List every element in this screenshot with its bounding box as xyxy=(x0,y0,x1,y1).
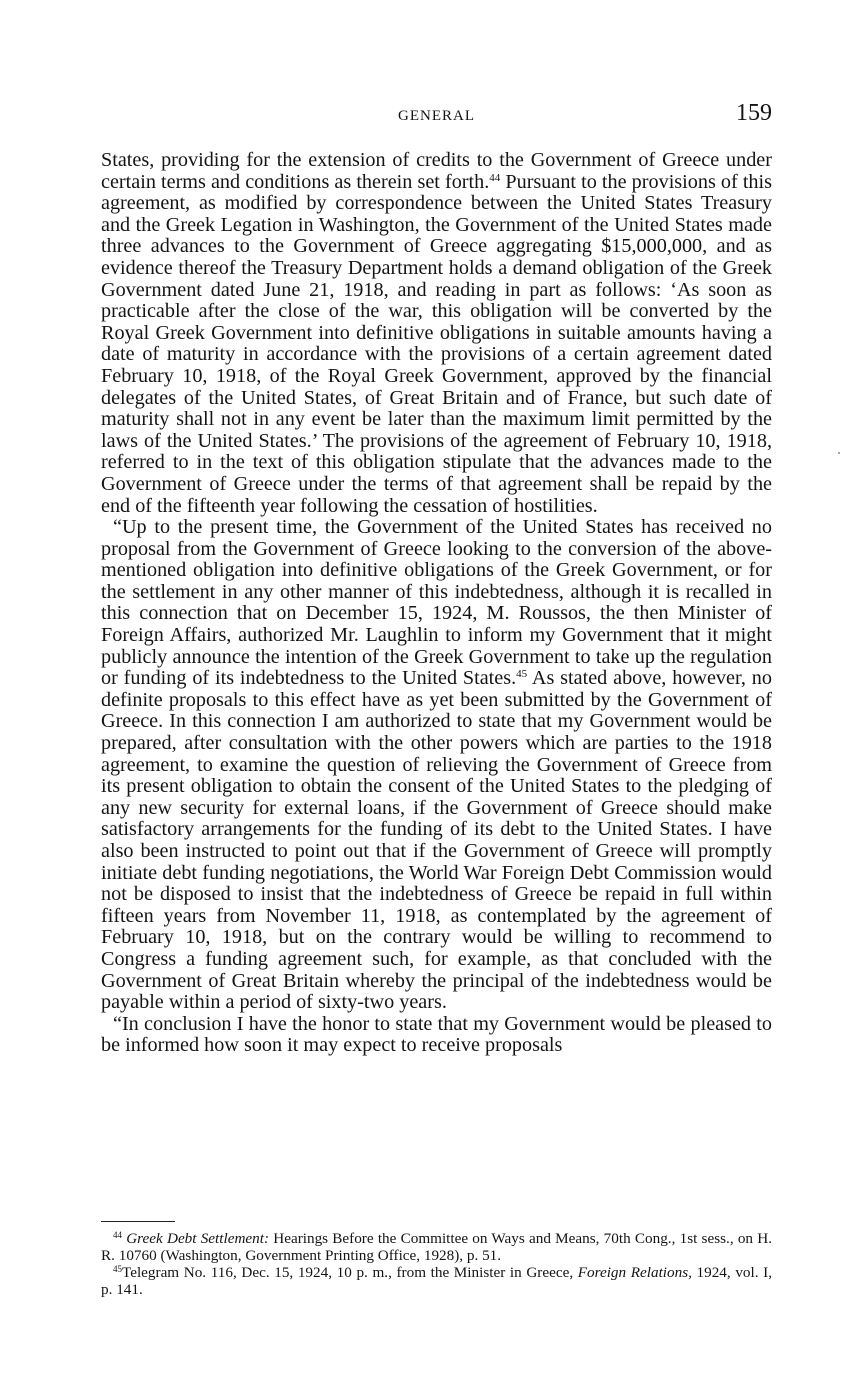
footnotes xyxy=(101,1231,772,1299)
footnote-divider xyxy=(101,1221,175,1222)
paragraph-3: “In conclusion I have the honor to state that my Government would be pleased to be informed how soon it may expect to receive proposals xyxy=(101,1012,772,1057)
footnote-45-text-b: 1924, vol. I, p. 141. xyxy=(101,1264,773,1298)
footnote-45-title: Foreign Relations, xyxy=(577,1264,692,1282)
footnote-44-title: Greek Debt Settlement: xyxy=(126,1230,270,1247)
footnote-44-text: Hearings Before the Committee on Ways and Means, 70th Cong., 1st sess., on H. R. 10760 (Washington, Government Printing Office, 1928), p. 51. xyxy=(101,1230,772,1264)
footnote-45 xyxy=(101,1265,772,1298)
paragraph-2-text-a: “Up to the present time, the Government of the United States has received no proposal from the Government of Greece looking to the conversion of the above-mentioned obligation into definitive obligations of the Greek Government, or for the settlement in any other manner of this indebtedness, although it is recalled in this connection that on December 15, 1924, M. Roussos, the then Minister of Foreign Affairs, authorized Mr. Laughlin to inform my Government that it might publicly announce the intention of the Greek Government to take up the regulation or funding of its indebtedness to the United States. xyxy=(101,516,772,690)
page-number: 159 xyxy=(736,100,772,126)
footnote-ref-44[interactable]: 44 xyxy=(489,171,501,184)
margin-speck xyxy=(838,452,840,454)
paragraph-2 xyxy=(101,517,772,1014)
footnote-45-mark: 45 xyxy=(113,1264,122,1275)
section-title: GENERAL xyxy=(398,108,475,124)
paragraph-1 xyxy=(101,150,772,517)
paragraph-1-text-a: States, providing for the extension of credits to the Government of Greece under certain terms and conditions as therein set forth. xyxy=(101,149,772,193)
paragraph-2-text-b: As stated above, however, no definite proposals to this effect have as yet been submitted by the Government of Greece. In this connection I am authorized to state that my Government would be prepared, after consultation with the other powers which are parties to the 1918 agreement, to examine the question of relieving the Government of Greece from its present obligation to obtain the consent of the United States to the pledging of any new security for external loans, if the Government of Greece should make satisfactory arrangements for the funding of its debt to the United States. I have also been instructed to point out that if the Government of Greece will promptly initiate debt funding negotiations, the World War Foreign Debt Commission would not be disposed to insist that the indebtedness of Greece be repaid in full within fifteen years from November 11, 1918, as contemplated by the agreement of February 10, 1918, but on the contrary would be willing to recommend to Congress a funding agreement such, for example, as that concluded with the Government of Great Britain whereby the principal of the indebtedness would be payable within a period of sixty-two years. xyxy=(101,667,772,1014)
running-head xyxy=(101,100,772,134)
footnote-44 xyxy=(101,1231,772,1264)
footnote-44-mark: 44 xyxy=(113,1230,122,1240)
body-text xyxy=(101,150,772,1057)
footnote-ref-45[interactable]: 45 xyxy=(516,668,528,681)
footnote-45-text-a: Telegram No. 116, Dec. 15, 1924, 10 p. m., from the Minister in Greece, xyxy=(122,1264,578,1282)
paragraph-1-text-b: Pursuant to the provisions of this agreement, as modified by correspondence between the United States Treasury and the Greek Legation in Washington, the Government of the United States made three advances to the Government of Greece aggregating $15,000,000, and as evidence thereof the Treasury Department holds a demand obligation of the Greek Government dated June 21, 1918, and reading in part as follows: ‘As soon as practicable after the close of the war, this obligation will be converted by the Royal Greek Government into definitive obligations in suitable amounts having a date of maturity in accordance with the provisions of a certain agreement dated February 10, 1918, of the Royal Greek Government, approved by the financial delegates of the United States, of Great Britain and of France, but such date of maturity shall not in any event be later than the maximum limit permitted by the laws of the United States.’ The provisions of the agreement of February 10, 1918, referred to in the text of this obligation stipulate that the advances made to the Government of Greece under the terms of that agreement shall be repaid by the end of the fifteenth year following the cessation of hostilities. xyxy=(101,170,772,517)
